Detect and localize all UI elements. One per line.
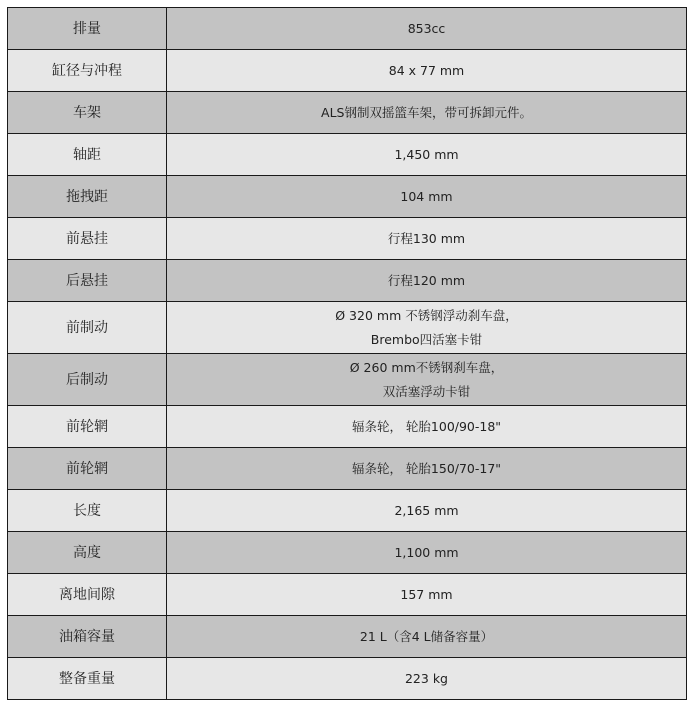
spec-value-line: Brembo四活塞卡钳: [370, 331, 483, 347]
spec-row: [8, 260, 687, 302]
spec-value-line: ALS钢制双摇篮车架，带可拆卸元件。: [321, 104, 532, 120]
spec-value-line: 104 mm: [400, 188, 453, 204]
spec-table: [7, 7, 687, 700]
spec-value-line: 1,450 mm: [394, 146, 459, 162]
spec-table-body: [8, 8, 687, 700]
spec-label: 前制动: [8, 302, 167, 354]
spec-label: 后悬挂: [8, 260, 167, 302]
spec-row: [8, 134, 687, 176]
spec-label: 前轮辋: [8, 448, 167, 490]
spec-row: [8, 218, 687, 260]
spec-value: [167, 8, 687, 50]
spec-value: [167, 218, 687, 260]
spec-label: 轴距: [8, 134, 167, 176]
spec-value: [167, 134, 687, 176]
spec-label: 高度: [8, 532, 167, 574]
spec-value: [167, 354, 687, 406]
spec-value: [167, 448, 687, 490]
spec-label: 长度: [8, 490, 167, 532]
spec-row: [8, 574, 687, 616]
spec-value-line: 辐条轮， 轮胎150/70-17": [351, 460, 502, 476]
spec-value: [167, 532, 687, 574]
spec-row: [8, 50, 687, 92]
spec-value-line: 853cc: [407, 20, 446, 36]
spec-row: [8, 616, 687, 658]
spec-label: 后制动: [8, 354, 167, 406]
spec-value: [167, 176, 687, 218]
spec-value: [167, 92, 687, 134]
spec-value-line: 21 L（含4 L储备容量）: [359, 628, 494, 644]
spec-row: [8, 658, 687, 700]
spec-value: [167, 50, 687, 92]
spec-label: 缸径与冲程: [8, 50, 167, 92]
spec-label: 拖拽距: [8, 176, 167, 218]
spec-row: [8, 176, 687, 218]
spec-value: [167, 574, 687, 616]
spec-value-line: 157 mm: [400, 586, 453, 602]
spec-value-line: 1,100 mm: [394, 544, 459, 560]
spec-label: 整备重量: [8, 658, 167, 700]
spec-row: [8, 490, 687, 532]
spec-value-line: 84 x 77 mm: [388, 62, 465, 78]
spec-value-line: 2,165 mm: [394, 502, 459, 518]
spec-label: 油箱容量: [8, 616, 167, 658]
spec-row: [8, 448, 687, 490]
spec-value-line: 行程130 mm: [387, 230, 466, 246]
spec-row: [8, 406, 687, 448]
spec-row: [8, 92, 687, 134]
spec-value-line: Ø 260 mm不锈钢刹车盘，: [349, 359, 504, 375]
spec-row: [8, 354, 687, 406]
spec-value: [167, 658, 687, 700]
spec-value-line: 223 kg: [404, 670, 448, 686]
spec-value: [167, 616, 687, 658]
spec-row: [8, 8, 687, 50]
spec-label: 离地间隙: [8, 574, 167, 616]
spec-row: [8, 302, 687, 354]
spec-value-line: 辐条轮， 轮胎100/90-18": [351, 418, 502, 434]
spec-label: 前轮辋: [8, 406, 167, 448]
spec-label: 排量: [8, 8, 167, 50]
spec-value-line: Ø 320 mm 不锈钢浮动刹车盘，: [335, 307, 518, 323]
spec-value: [167, 260, 687, 302]
spec-value: [167, 302, 687, 354]
spec-value: [167, 490, 687, 532]
spec-value: [167, 406, 687, 448]
spec-label: 前悬挂: [8, 218, 167, 260]
spec-label: 车架: [8, 92, 167, 134]
spec-row: [8, 532, 687, 574]
spec-value-line: 行程120 mm: [387, 272, 466, 288]
spec-value-line: 双活塞浮动卡钳: [382, 383, 471, 399]
